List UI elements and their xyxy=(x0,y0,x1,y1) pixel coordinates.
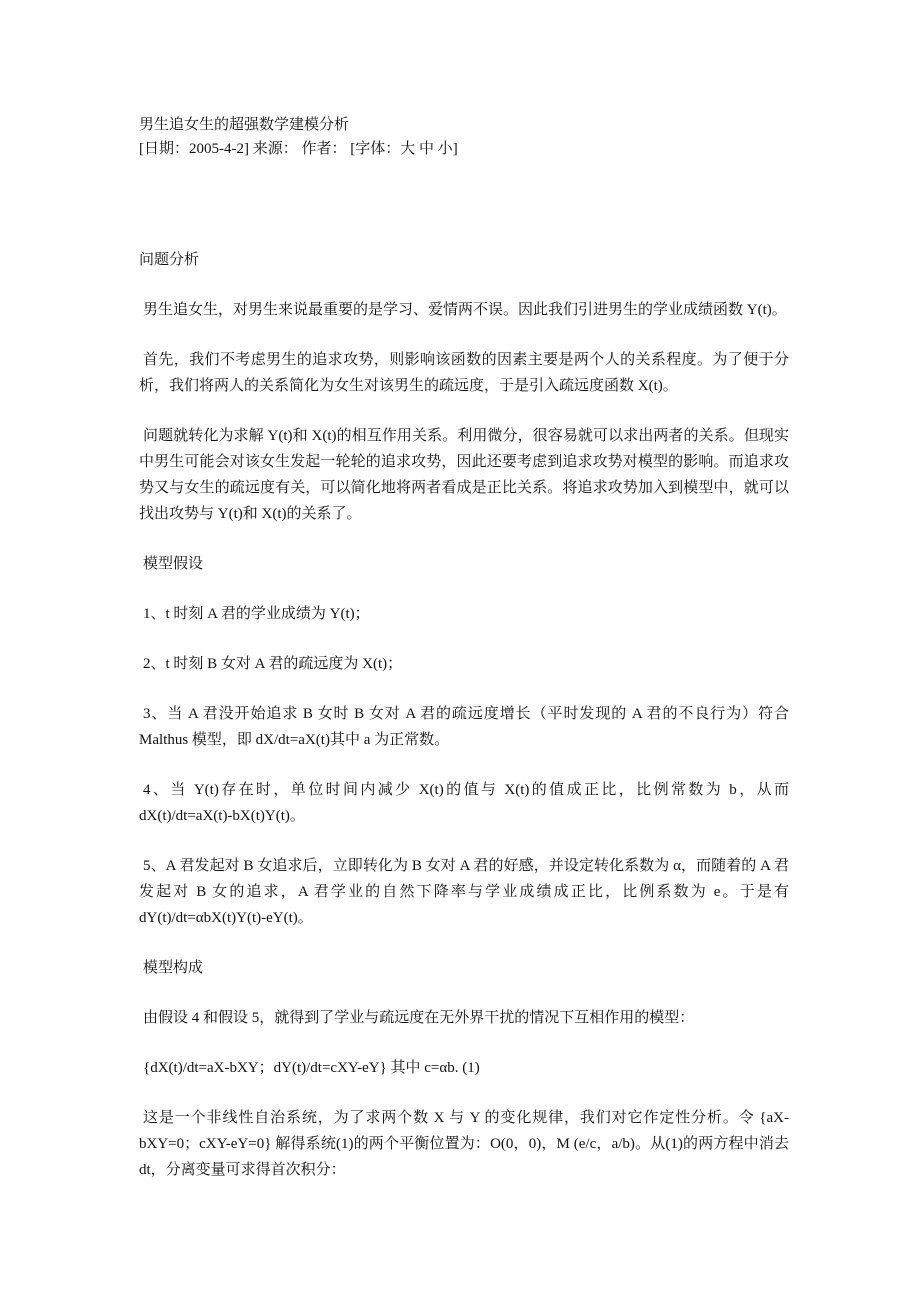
assumption-item: 1、t 时刻 A 君的学业成绩为 Y(t)； xyxy=(143,606,370,622)
paragraph: 男生追女生，对男生来说最重要的是学习、爱情两不误。因此我们引进男生的学业成绩函数 Y(t)。 xyxy=(143,302,787,318)
section-heading-assumptions: 模型假设 xyxy=(143,556,204,572)
article-meta: [日期：2005-4-2] 来源： 作者： [字体：大 中 小] xyxy=(139,141,458,157)
document-page xyxy=(139,113,789,1183)
section-heading-construction: 模型构成 xyxy=(143,960,204,976)
spacer xyxy=(139,161,789,247)
assumption-item: 5、A 君发起对 B 女追求后，立即转化为 B 女对 A 君的好感，并设定转化系数为 α，而随着的 A 君发起对 B 女的追求，A 君学业的自然下降率与学业成绩成正比，比例系数为 e。于是有 dY(t)/dt=αbX(t)Y(t)-eY(t)。 xyxy=(139,858,789,926)
paragraph: 问题就转化为求解 Y(t)和 X(t)的相互作用关系。利用微分，很容易就可以求出两者的关系。但现实中男生可能会对该女生发起一轮轮的追求攻势，因此还要考虑到追求攻势对模型的影响。而追求攻势又与女生的疏远度有关，可以简化地将两者看成是正比关系。将追求攻势加入到模型中，就可以找出攻势与 Y(t)和 X(t)的关系了。 xyxy=(139,428,789,522)
paragraph: 这是一个非线性自治系统，为了求两个数 X 与 Y 的变化规律，我们对它作定性分析。令 {aX-bXY=0；cXY-eY=0} 解得系统(1)的两个平衡位置为：O(0，0)，M (e/c，a/b)。从(1)的两方程中消去 dt，分离变量可求得首次积分： xyxy=(139,1110,789,1178)
paragraph: 由假设 4 和假设 5，就得到了学业与疏远度在无外界干扰的情况下互相作用的模型： xyxy=(143,1010,695,1026)
assumption-item: 4、当 Y(t)存在时，单位时间内减少 X(t)的值与 X(t)的值成正比，比例常数为 b，从而 dX(t)/dt=aX(t)-bX(t)Y(t)。 xyxy=(139,782,789,824)
assumption-item: 3、当 A 君没开始追求 B 女时 B 女对 A 君的疏远度增长（平时发现的 A 君的不良行为）符合 Malthus 模型，即 dX/dt=aX(t)其中 a 为正常数。 xyxy=(139,706,789,748)
section-heading-analysis: 问题分析 xyxy=(139,252,200,268)
equation: {dX(t)/dt=aX-bXY；dY(t)/dt=cXY-eY} 其中 c=αb. (1) xyxy=(143,1060,480,1076)
assumption-item: 2、t 时刻 B 女对 A 君的疏远度为 X(t)； xyxy=(143,656,403,672)
paragraph: 首先，我们不考虑男生的追求攻势，则影响该函数的因素主要是两个人的关系程度。为了便于分析，我们将两人的关系简化为女生对该男生的疏远度，于是引入疏远度函数 X(t)。 xyxy=(139,352,789,394)
article-title: 男生追女生的超强数学建模分析 xyxy=(139,117,350,133)
